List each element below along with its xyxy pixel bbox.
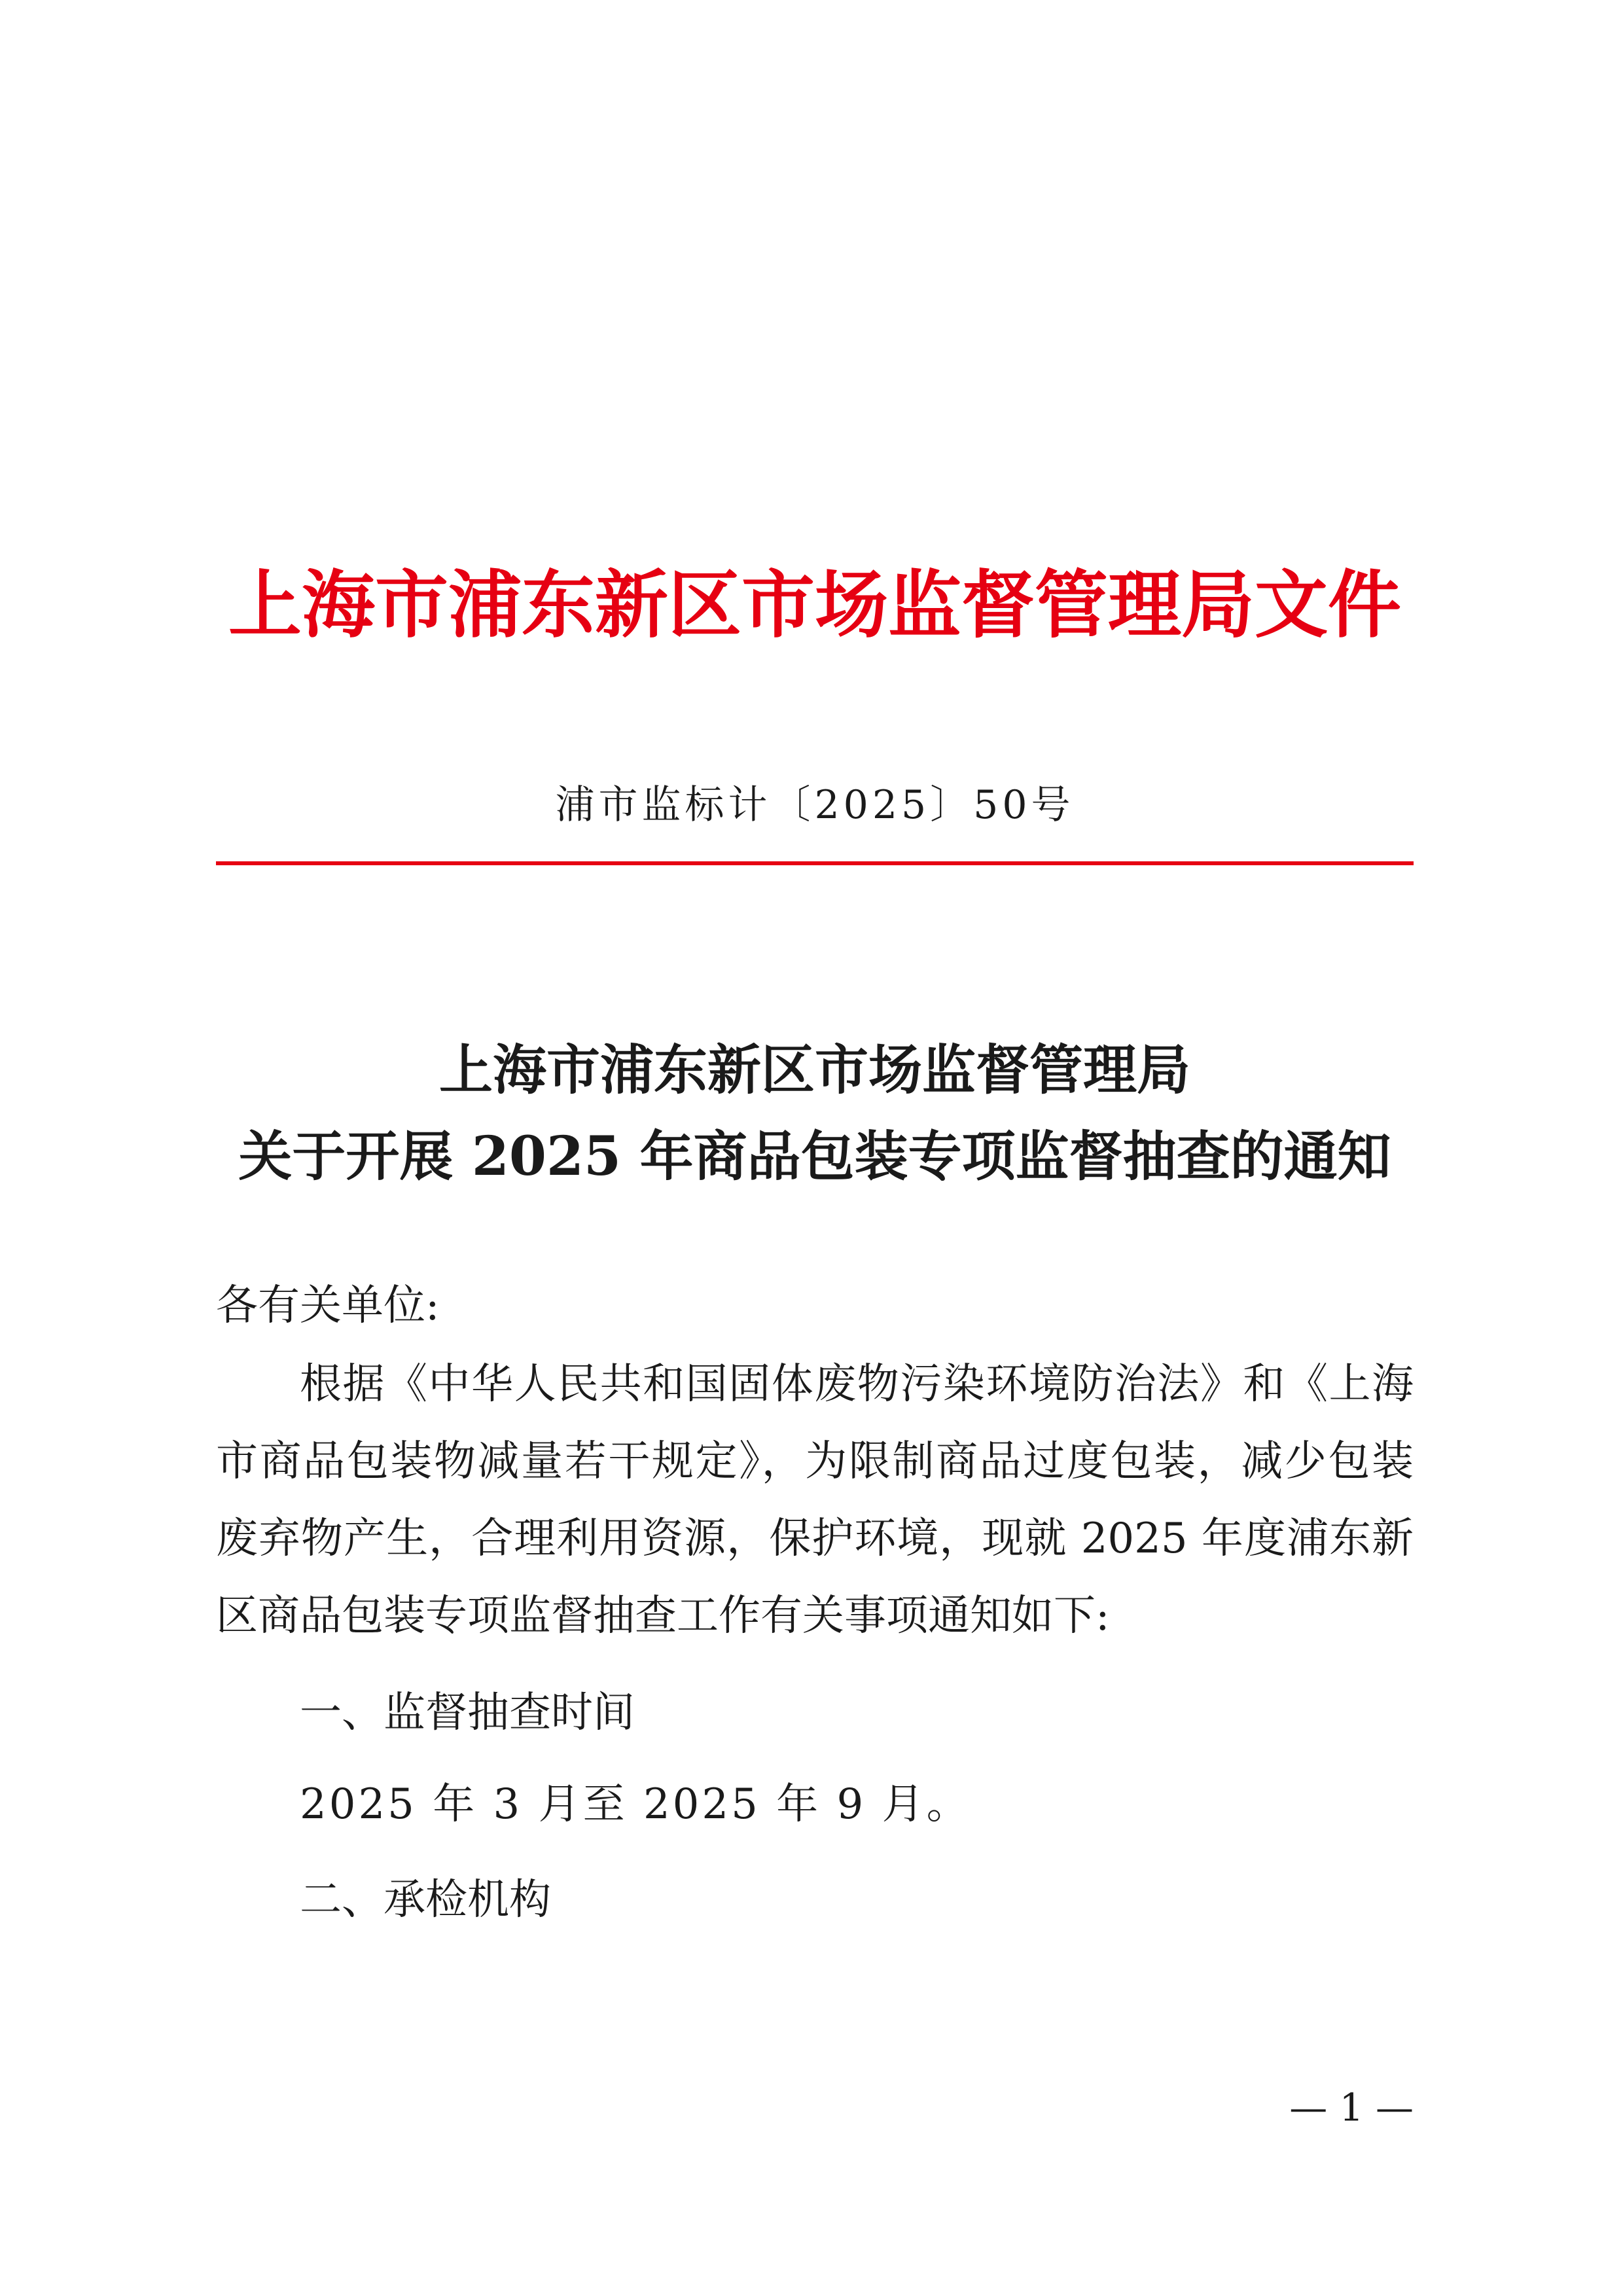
salutation: 各有关单位: — [216, 1282, 440, 1330]
document-title-line-1: 上海市浦东新区市场监督管理局 — [438, 1039, 1190, 1102]
issuer-header: 上海市浦东新区市场监督管理局文件 — [228, 562, 1401, 648]
paragraph-line: 市商品包装物减量若干规定》，为限制商品过度包装，减少包装 — [216, 1437, 1414, 1486]
paragraph-line: 废弃物产生，合理利用资源，保护环境，现就 2025 年度浦东新 — [216, 1515, 1414, 1563]
red-divider-line — [216, 861, 1414, 865]
paragraph-line: 根据《中华人民共和国固体废物污染环境防治法》和《上海 — [300, 1360, 1414, 1408]
section-heading-testing-agency: 二、承检机构 — [300, 1876, 551, 1924]
inspection-period-text: 2025 年 3 月至 2025 年 9 月。 — [300, 1780, 971, 1829]
paragraph-line: 区商品包装专项监督抽查工作有关事项通知如下: — [216, 1592, 1110, 1640]
section-heading-inspection-time: 一、监督抽查时间 — [300, 1689, 635, 1737]
document-number: 浦市监标计〔2025〕50号 — [555, 782, 1075, 828]
page-number: — 1 — — [1289, 2085, 1414, 2130]
document-title-line-2: 关于开展 2025 年商品包装专项监督抽查的通知 — [238, 1125, 1391, 1188]
